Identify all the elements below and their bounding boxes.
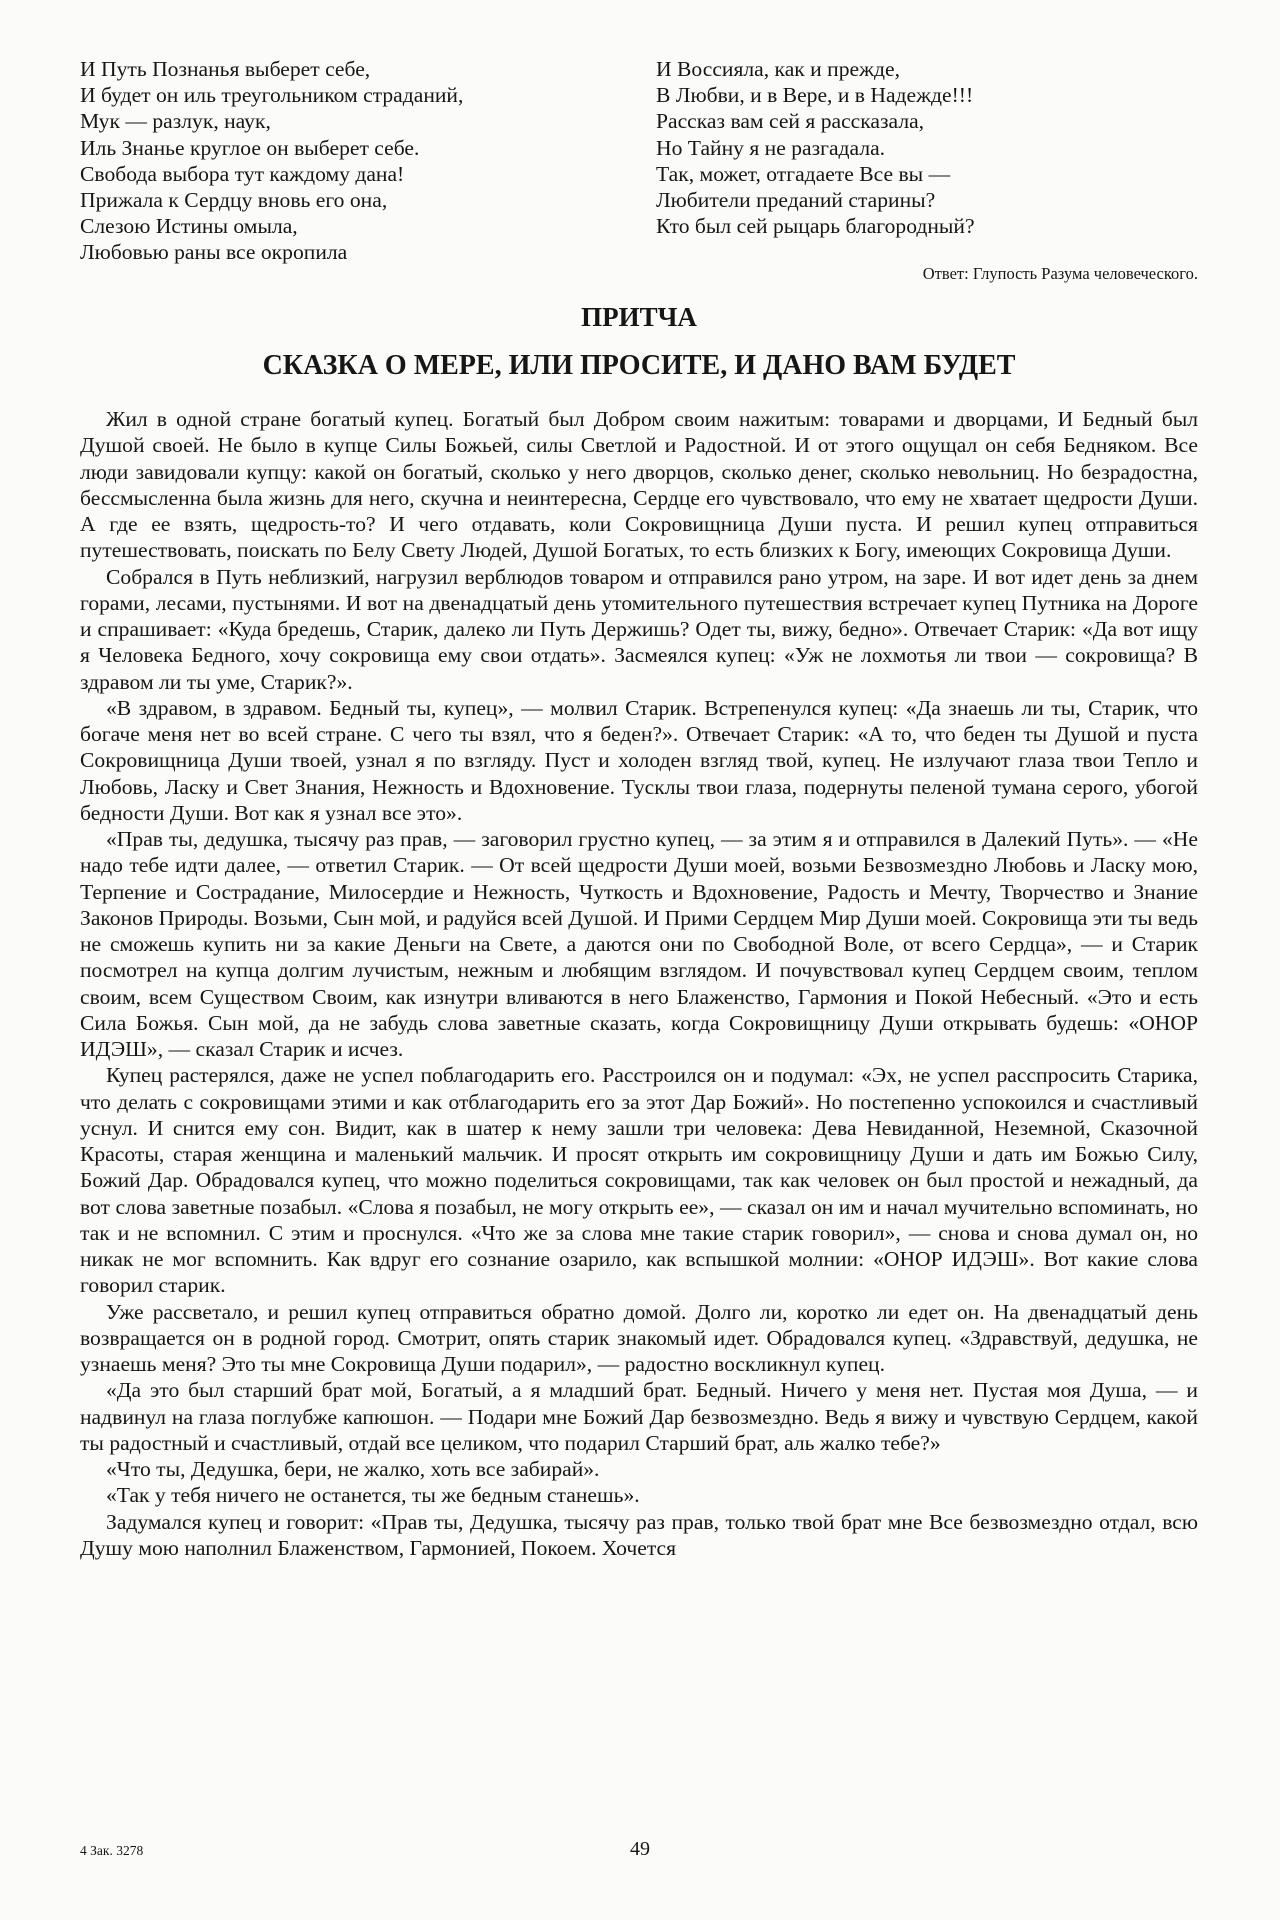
poem-line: И Путь Познанья выберет себе, (80, 57, 371, 81)
story-body (80, 406, 1198, 1561)
poem-line: И будет он иль треугольником страданий, (80, 83, 464, 108)
story-paragraph: «Так у тебя ничего не останется, ты же бедным станешь». (106, 1483, 640, 1508)
story-paragraph: «Прав ты, дедушка, тысячу раз прав, — заговорил грустно купец, — за этим я и отправился в Далекий Путь». — «Не надо тебе идти далее, — ответил Старик. — От всей щедрости Души моей, возьми Безвозмездно Любовь и Ласку мою, Терпение и Сострадание, Милосердие и Нежность, Чуткость и Вдохновение, Радость и Мечту, Творчество и Знание Законов Природы. Возьми, Сын мой, и радуйся всей Душой. И Прими Сердцем Мир Души моей. Сокровища эти ты ведь не сможешь купить ни за какие Деньги на Свете, а даются они по Свободной Воле, от всего Сердца», — и Старик посмотрел на купца долгим лучистым, нежным и любящим взглядом. И почувствовал купец Сердцем своим, теплом своим, всем Существом Своим, как изнутри вливаются в него Блаженство, Гармония и Покой Небесный. «Это и есть Сила Божья. Сын мой, да не забудь слова заветные сказать, когда Сокровищницу Души открывать будешь: «ОНОР ИДЭШ», — сказал Старик и исчез. (80, 827, 1198, 1061)
story-paragraph: Собрался в Путь неблизкий, нагрузил верблюдов товаром и отправился рано утром, на заре. И вот идет день за днем горами, лесами, пустынями. И вот на двенадцатый день утомительного путешествия встречает купец Путника на Дороге и спрашивает: «Куда бредешь, Старик, далеко ли Путь Держишь? Одет ты, вижу, бедно». Отвечает Старик: «Да вот ищу я Человека Бедного, хочу сокровища ему свои отдать». Засмеялся купец: «Уж не лохмотья ли твои — сокровища? В здравом ли ты уме, Старик?». (80, 564, 1198, 694)
section-heading-parable: ПРИТЧА (581, 302, 697, 332)
story-paragraph: Жил в одной стране богатый купец. Богатый был Добром своим нажитым: товарами и дворцами, И Бедный был Душой своей. Не было в купце Силы Божьей, силы Светлой и Радостной. И от этого ощущал он себя Бедняком. Все люди завидовали купцу: какой он богатый, сколько у него дворцов, сколько денег, сколько невольниц. Но безрадостна, бессмысленна была жизнь для него, скучна и неинтересна, Сердце его чувствовало, что ему не хватает щедрости Души. А где ее взять, щедрость-то? И чего отдавать, коли Сокровищница Души пуста. И решил купец отправиться путешествовать, поискать по Белу Свету Людей, Душой Богатых, то есть близких к Богу, имеющих Сокровища Души. (80, 407, 1198, 563)
story-title: СКАЗКА О МЕРЕ, ИЛИ ПРОСИТЕ, И ДАНО ВАМ БУДЕТ (262, 350, 1016, 381)
page-number: 49 (630, 1838, 650, 1860)
poem-line: Свобода выбора тут каждому дана! (80, 161, 405, 186)
poem-line: Кто был сей рыцарь благородный? (656, 214, 975, 239)
poem-line: Рассказ вам сей я рассказала, (656, 109, 925, 134)
story-paragraph: Уже рассветало, и решил купец отправиться обратно домой. Долго ли, коротко ли едет он. На двенадцатый день возвращается он в родной город. Смотрит, опять старик знакомый идет. Обрадовался купец. «Здравствуй, дедушка, не узнаешь меня? Это ты мне Сокровища Души подарил», — радостно воскликнул купец. (80, 1299, 1198, 1376)
story-paragraph: Купец растерялся, даже не успел поблагодарить его. Расстроился он и подумал: «Эх, не успел расспросить Старика, что делать с сокровищами этими и как отблагодарить его за этот Дар Божий». Но постепенно успокоился и счастливый уснул. И снится ему сон. Видит, как в шатер к нему зашли три человека: Дева Невиданной, Неземной, Сказочной Красоты, старая женщина и маленький мальчик. И просят открыть им сокровищницу Души и дать им Божью Силу, Божий Дар. Обрадовался купец, что можно поделиться сокровищами, так как человек он был простой и нежадный, да вот слова заветные позабыл. «Слова я позабыл, не могу открыть ее», — сказал он им и начал мучительно вспоминать, но так и не вспомнил. С этим и проснулся. «Что же за слова мне такие старик говорил», — снова и снова думал он, но никак не мог вспомнить. Как вдруг его сознание озарило, как вспышкой молнии: «ОНОР ИДЭШ». Вот какие слова говорил старик. (80, 1063, 1198, 1298)
poem-left-column (80, 56, 640, 266)
story-paragraph: «Что ты, Дедушка, бери, не жалко, хоть все забирай». (106, 1457, 600, 1481)
poem-line: Слезою Истины омыла, (80, 214, 298, 239)
story-paragraph: «В здравом, в здравом. Бедный ты, купец», — молвил Старик. Встрепенулся купец: «Да знаешь ли ты, Старик, что богаче меня нет во всей стране. С чего ты взял, что я беден?». Отвечает Старик: «А то, что беден ты Душой и пуста Сокровищница Души твоей, узнал я по взгляду. Пуст и холоден взгляд твой, купец. Не излучают глаза твои Тепло и Любовь, Ласку и Свет Знания, Нежность и Вдохновение. Тусклы твои глаза, подернуты пеленой тумана серого, убогой бедности Души. Вот как я узнал все это». (80, 695, 1198, 825)
poem-line: Так, может, отгадаете Все вы — (656, 161, 951, 186)
poem-line: В Любви, и в Вере, и в Надежде!!! (656, 83, 974, 108)
riddle-answer: Ответ: Глупость Разума человеческого. (922, 264, 1198, 283)
story-paragraph: «Да это был старший брат мой, Богатый, а я младший брат. Бедный. Ничего у меня нет. Пустая моя Душа, — и надвинул на глаза поглубже капюшон. — Подари мне Божий Дар безвозмездно. Ведь я вижу и чувствую Сердцем, какой ты радостный и счастливый, отдай все целиком, что подарил Старший брат, аль жалко тебе?» (80, 1378, 1198, 1455)
poem-line: Иль Знанье круглое он выберет себе. (80, 135, 420, 160)
poem-line: Любители преданий старины? (656, 188, 936, 213)
poem-line: И Воссияла, как и прежде, (656, 57, 900, 81)
poem-line: Но Тайну я не разгадала. (656, 135, 886, 160)
poem-line: Прижала к Сердцу вновь его она, (80, 188, 388, 213)
poem-line: Любовью раны все окропила (80, 240, 348, 265)
poem-right-column (656, 56, 1216, 239)
printer-signature-mark: 4 Зак. 3278 (80, 1843, 144, 1858)
poem-line: Мук — разлук, наук, (80, 109, 271, 134)
story-paragraph: Задумался купец и говорит: «Прав ты, Дедушка, тысячу раз прав, только твой брат мне Все безвозмездно отдал, всю Душу мою наполнил Блаженством, Гармонией, Покоем. Хочется (80, 1509, 1198, 1560)
